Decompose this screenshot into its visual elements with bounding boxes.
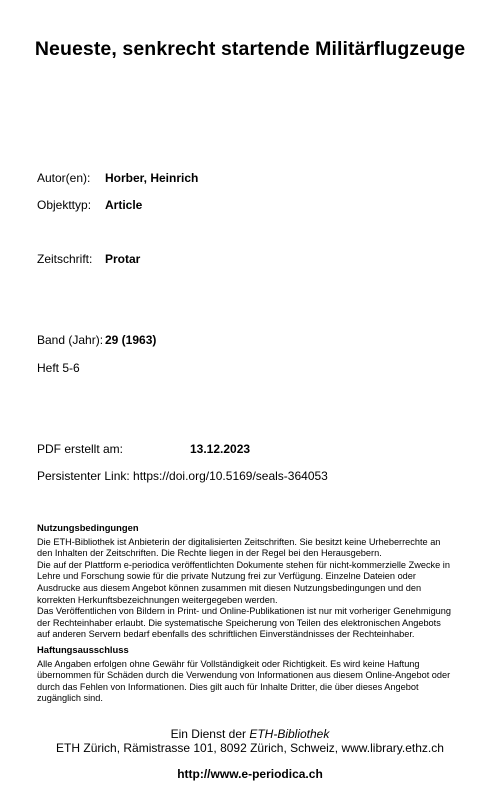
disclaimer-line: übernommen für Schäden durch die Verwendung von Informationen aus diesem Online-Angebot oder: [37, 670, 451, 681]
issue-text: Heft 5-6: [37, 361, 80, 375]
persistent-link[interactable]: Persistenter Link: https://doi.org/10.5169/seals-364053: [37, 469, 328, 483]
disclaimer-heading: Haftungsausschluss: [37, 644, 129, 655]
journal-label: Zeitschrift:: [37, 252, 93, 266]
author-label: Autor(en):: [37, 171, 91, 185]
terms-line: Das Veröffentlichen von Bildern in Print- und Online-Publikationen ist nur mit vorheriger Genehmigung: [37, 606, 452, 617]
disclaimer-line: zugänglich sind.: [37, 693, 103, 704]
page-title: Neueste, senkrecht startende Militärflugzeuge: [34, 38, 466, 60]
terms-heading: Nutzungsbedingungen: [37, 522, 139, 533]
footer-link[interactable]: http://www.e-periodica.ch: [177, 767, 323, 781]
volume-label: Band (Jahr):: [37, 333, 104, 347]
footer-service-prefix: Ein Dienst der: [170, 727, 250, 741]
terms-line: den Inhalten der Zeitschriften. Die Rechte liegen in der Regel bei den Herausgebern.: [37, 548, 382, 559]
footer-address: ETH Zürich, Rämistrasse 101, 8092 Zürich, Schweiz, www.library.ethz.ch: [56, 741, 444, 755]
disclaimer-line: durch das Fehlen von Informationen. Dies gilt auch für Inhalte Dritter, die über dieses Angebot: [37, 681, 419, 692]
terms-line: der Rechteinhaber erlaubt. Die systematische Speicherung von Teilen des elektronischen Angebots: [37, 617, 441, 628]
footer-service: [0, 727, 500, 741]
author-value: Horber, Heinrich: [105, 171, 199, 185]
terms-line: Die ETH-Bibliothek ist Anbieterin der digitalisierten Zeitschriften. Sie besitzt keine Urheberrechte an: [37, 536, 441, 547]
terms-line: korrekten Herkunftsbezeichnungen weitergegeben werden.: [37, 594, 278, 605]
journal-value: Protar: [105, 252, 141, 266]
footer-service-name: ETH-Bibliothek: [249, 727, 330, 741]
terms-line: auf anderen Servern bedarf ebenfalls des schriftlichen Einverständnisses der Rechteinhaber.: [37, 629, 415, 640]
pdf-created-date: 13.12.2023: [190, 442, 251, 456]
terms-line: Die auf der Plattform e-periodica veröffentlichten Dokumente stehen für nicht-kommerzielle Zwecke in: [37, 559, 450, 570]
terms-section: [37, 522, 467, 641]
terms-line: Lehre und Forschung sowie für die private Nutzung frei zur Verfügung. Einzelne Dateien oder: [37, 571, 416, 582]
volume-value: 29 (1963): [105, 333, 157, 347]
disclaimer-section: [37, 644, 467, 705]
terms-line: Ausdrucke aus diesem Angebot können zusammen mit diesen Nutzungsbedingungen und den: [37, 582, 422, 593]
type-label: Objekttyp:: [37, 198, 92, 212]
disclaimer-text: [37, 659, 467, 705]
pdf-created-label: PDF erstellt am:: [37, 442, 124, 456]
disclaimer-line: Alle Angaben erfolgen ohne Gewähr für Vollständigkeit oder Richtigkeit. Es wird keine Haftung: [37, 658, 420, 669]
type-value: Article: [105, 198, 143, 212]
terms-text: [37, 537, 467, 641]
